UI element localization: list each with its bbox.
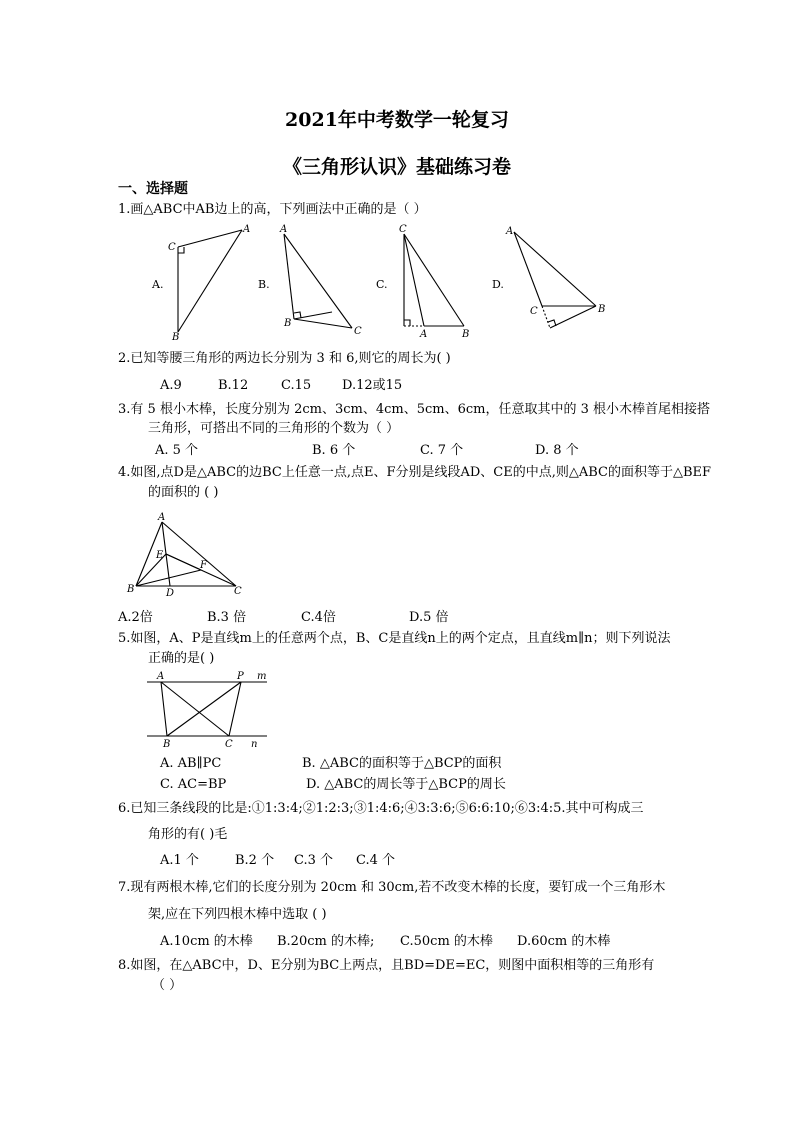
q1a-label-b: B (172, 332, 180, 343)
question-1-text: 1.画△ABC中AB边上的高，下列画法中正确的是（ ） (118, 202, 427, 217)
q1b-right-angle (294, 312, 301, 318)
q2-option-c: C.15 (281, 378, 312, 393)
q1a-label-a: A (243, 224, 251, 235)
q1b-label-b: B (284, 318, 292, 329)
q5-label-m: m (257, 671, 267, 682)
q1d-edge-ab (514, 232, 596, 306)
q4-label-d: D (166, 588, 175, 599)
q4-option-d: D.5 倍 (409, 610, 449, 625)
section-heading: 一、选择题 (118, 181, 188, 197)
q1-figure-a (160, 222, 260, 342)
page-title: 2021年中考数学一轮复习 (285, 109, 509, 131)
q1b-edge-ab (284, 234, 294, 319)
q5-label-c: C (225, 739, 233, 750)
q5-label-b: B (163, 739, 171, 750)
q7-option-b: B.20cm 的木棒; (277, 934, 375, 949)
q1d-altitude (550, 306, 596, 328)
q7-option-a: A.10cm 的木棒 (160, 934, 253, 949)
question-3-line2: 三角形，可搭出不同的三角形的个数为（ ） (148, 421, 400, 436)
question-4-line1: 4.如图,点D是△ABC的边BC上任意一点,点E、F分别是线段AD、CE的中点,则△ABC的面积等于△BEF (118, 465, 712, 480)
q4-option-a: A.2倍 (118, 610, 153, 625)
question-5-line1: 5.如图，A、P是直线m上的任意两个点，B、C是直线n上的两个定点，且直线m∥n；则下列说法 (118, 631, 671, 646)
q6-option-b: B.2 个 (235, 853, 275, 868)
q1d-extension (542, 306, 550, 328)
q5-segment-ac (161, 682, 229, 736)
q5-option-a: A. AB∥PC (160, 756, 222, 771)
q6-option-c: C.3 个 (294, 853, 334, 868)
q1c-label-c: C (399, 224, 407, 235)
q5-segment-ab (161, 682, 167, 736)
q1a-edge-ab (178, 230, 242, 332)
q4-label-b: B (127, 584, 135, 595)
q1-option-d-label: D. (492, 278, 504, 291)
q4-figure (126, 512, 256, 602)
q1-option-a-label: A. (152, 278, 164, 291)
q4-label-f: F (200, 560, 207, 571)
q6-option-a: A.1 个 (160, 853, 199, 868)
q1a-right-angle (178, 247, 184, 253)
q3-option-c: C. 7 个 (420, 443, 464, 458)
q1c-right-angle (404, 320, 410, 326)
question-8-line1: 8.如图，在△ABC中，D、E分别为BC上两点，且BD=DE=EC，则图中面积相等的三角形有 (118, 958, 655, 973)
q1c-edge-cb (404, 234, 464, 326)
question-4-line2: 的面积的 ( ) (148, 485, 219, 500)
page-subtitle: 《三角形认识》基础练习卷 (282, 156, 511, 178)
question-8-line2: （ ） (152, 978, 183, 993)
q1b-edge-ac (284, 234, 352, 328)
question-7-line2: 架,应在下列四根木棒中选取 ( ) (148, 907, 327, 922)
q1c-label-a: A (420, 329, 428, 340)
q3-option-d: D. 8 个 (535, 443, 579, 458)
q4-segment-ef (166, 554, 201, 570)
q1d-label-a: A (506, 226, 514, 237)
q5-label-n: n (251, 739, 258, 750)
q5-segment-pb (167, 682, 241, 736)
q1-figure-c (390, 222, 490, 342)
question-6-line2: 角形的有( )毛 (148, 827, 228, 842)
q5-option-d: D. △ABC的周长等于△BCP的周长 (306, 777, 506, 792)
q1d-edge-ac (514, 232, 542, 306)
q5-label-a: A (157, 671, 165, 682)
q1a-label-c: C (168, 242, 176, 253)
q7-option-d: D.60cm 的木棒 (517, 934, 611, 949)
q1c-label-b: B (462, 329, 470, 340)
q1-figure-b (272, 222, 372, 342)
q2-option-a: A.9 (160, 378, 182, 393)
q2-option-d: D.12或15 (342, 378, 403, 393)
q1b-label-c: C (354, 326, 362, 337)
question-5-line2: 正确的是( ) (148, 651, 215, 666)
q3-option-b: B. 6 个 (312, 443, 356, 458)
q2-option-b: B.12 (218, 378, 249, 393)
q5-option-b: B. △ABC的面积等于△BCP的面积 (302, 756, 502, 771)
q5-option-c: C. AC=BP (160, 777, 227, 792)
question-6-line1: 6.已知三条线段的比是:①1:3:4;②1:2:3;③1:4:6;④3:3:6;⑤6:6:10;⑥3:4:5.其中可构成三 (118, 801, 644, 816)
q5-figure (145, 670, 275, 750)
q7-option-c: C.50cm 的木棒 (400, 934, 493, 949)
q4-label-c: C (234, 586, 242, 597)
q1b-edge-bc (294, 319, 352, 328)
q5-label-p: P (237, 671, 244, 682)
q1d-label-b: B (598, 304, 606, 315)
q4-option-b: B.3 倍 (207, 610, 247, 625)
q4-label-e: E (156, 550, 164, 561)
q3-option-a: A. 5 个 (155, 443, 199, 458)
question-7-line1: 7.现有两根木棒,它们的长度分别为 20cm 和 30cm,若不改变木棒的长度，要钉成一个三角形木 (118, 880, 666, 895)
q1-figure-d (502, 222, 612, 342)
q1-option-c-label: C. (376, 278, 388, 291)
q1-option-b-label: B. (258, 278, 270, 291)
q4-option-c: C.4倍 (301, 610, 336, 625)
q1b-label-a: A (280, 224, 288, 235)
question-2-text: 2.已知等腰三角形的两边长分别为 3 和 6,则它的周长为( ) (118, 351, 451, 366)
q6-option-d: C.4 个 (356, 853, 396, 868)
q1c-edge-ca (404, 234, 424, 326)
question-3-line1: 3.有 5 根小木棒，长度分别为 2cm、3cm、4cm、5cm、6cm，任意取其中的 3 根小木棒首尾相接搭 (118, 402, 711, 417)
q1d-label-c: C (530, 306, 538, 317)
q4-label-a: A (158, 512, 166, 523)
